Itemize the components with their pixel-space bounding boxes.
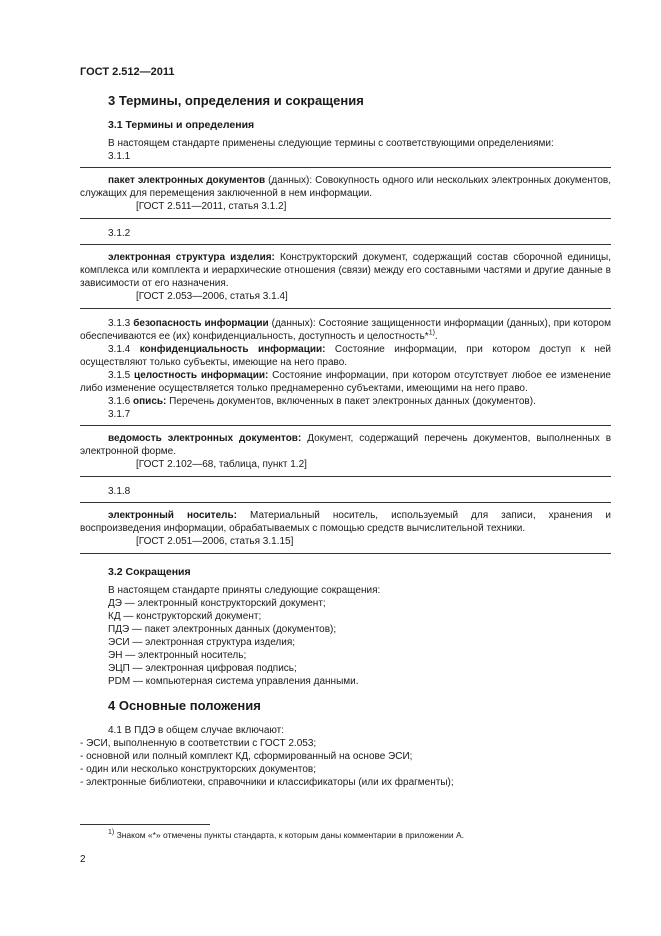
term-3-1-8-number: 3.1.8 — [108, 486, 131, 497]
term-3-1-4-term: конфиденциальность информации: — [139, 344, 326, 355]
term-3-1-8-definition: Материальный носитель, используемый для записи, хранения и воспроизведения информации, обрабатываемых с помощью средств вычислительной техники. — [80, 510, 611, 534]
term-3-1-2-box — [80, 244, 611, 309]
abbreviation-item: ЭН — электронный носитель; — [108, 650, 247, 661]
abbreviation-item: ДЭ — электронный конструкторский документ; — [108, 598, 326, 609]
term-3-1-8-box — [80, 502, 611, 554]
list-item: - электронные библиотеки, справочники и классификаторы (или их фрагменты); — [80, 777, 454, 788]
term-3-1-1-reference: [ГОСТ 2.511—2011, статья 3.1.2] — [136, 201, 287, 212]
subsection-3-1-title: 3.1 Термины и определения — [108, 119, 255, 131]
term-3-1-7-reference: [ГОСТ 2.102—68, таблица, пункт 1.2] — [136, 459, 307, 470]
term-3-1-7-number: 3.1.7 — [108, 409, 131, 420]
term-3-1-8-reference: [ГОСТ 2.051—2006, статья 3.1.15] — [136, 536, 294, 547]
list-item: - ЭСИ, выполненную в соответствии с ГОСТ 2.053; — [80, 738, 317, 749]
main-content — [80, 93, 611, 789]
footnote-mark: 1) — [108, 829, 115, 837]
term-3-1-5 — [80, 369, 611, 395]
term-3-1-6-definition: Перечень документов, включенных в пакет электронных данных (документов). — [166, 396, 536, 407]
list-item: - основной или полный комплект КД, сформированный на основе ЭСИ; — [80, 751, 413, 762]
abbreviation-item: ЭЦП — электронная цифровая подпись; — [108, 663, 297, 674]
terms-intro: В настоящем стандарте применены следующие термины с соответствующими определениями: — [108, 138, 554, 149]
term-3-1-3-end: . — [434, 331, 438, 342]
term-3-1-8-text — [80, 509, 611, 535]
footnote-ref: 1) — [428, 329, 435, 337]
term-3-1-8-term: электронный носитель: — [108, 510, 237, 521]
term-3-1-7-term: ведомость электронных документов: — [108, 433, 302, 444]
subsection-3-2-title: 3.2 Сокращения — [108, 566, 191, 578]
document-header: ГОСТ 2.512—2011 — [80, 66, 175, 78]
page-number: 2 — [80, 854, 86, 865]
abbreviation-item: ЭСИ — электронная структура изделия; — [108, 637, 296, 648]
term-3-1-2-term: электронная структура изделия: — [108, 252, 275, 263]
term-3-1-7-definition: Документ, содержащий перечень документов, выполненных в электронной форме. — [80, 433, 611, 457]
footnote — [108, 829, 464, 842]
paragraph-4-1: 4.1 В ПДЭ в общем случае включают: — [108, 725, 285, 736]
term-3-1-7-text — [80, 432, 611, 458]
term-3-1-6-number: 3.1.6 — [108, 396, 134, 407]
footnote-divider — [80, 824, 210, 825]
term-3-1-4-definition: Состояние информации, при котором доступ к ней осуществляют только субъекты, имеющие на него право. — [80, 344, 611, 368]
term-3-1-3 — [80, 317, 611, 343]
term-3-1-3-number: 3.1.3 — [108, 318, 134, 329]
term-3-1-2-number: 3.1.2 — [108, 228, 131, 239]
term-3-1-3-term: безопасность информации — [133, 318, 269, 329]
abbreviation-item: PDM — компьютерная система управления данными. — [108, 676, 359, 687]
abbreviations-list — [80, 597, 611, 688]
term-3-1-5-definition: Состояние информации, при котором отсутствует любое ее изменение либо изменение осуществляется только преднамеренно субъектами, имеющими на него право. — [80, 370, 611, 394]
list-item: - один или несколько конструкторских документов; — [80, 764, 317, 775]
term-3-1-4-number: 3.1.4 — [108, 344, 140, 355]
footnote-text: Знаком «*» отмечены пункты стандарта, к которым даны комментарии в приложении А. — [114, 830, 464, 840]
term-3-1-5-term: целостность информации: — [134, 370, 269, 381]
term-3-1-2-text — [80, 251, 611, 290]
section-3-title: 3 Термины, определения и сокращения — [108, 93, 364, 108]
term-3-1-6-term: опись: — [133, 396, 167, 407]
term-3-1-2-definition: Конструкторский документ, содержащий состав сборочной единицы, комплекса или комплекта и иерархические отношения (связи) между его составными частями и другие данные в зависимости от его назначения. — [80, 252, 611, 289]
term-3-1-1-text — [80, 174, 611, 200]
section-4-title: 4 Основные положения — [108, 698, 261, 713]
abbreviation-item: КД — конструкторский документ; — [108, 611, 262, 622]
term-3-1-1-definition: (данных): Совокупность одного или нескольких электронных документов, служащих для перемещения заключенной в нем информации. — [80, 175, 611, 199]
section-4-list — [80, 737, 611, 789]
term-3-1-4 — [80, 343, 611, 369]
term-3-1-3-definition: (данных): Состояние защищенности информации (данных), при котором обеспечиваются ее (их) конфиденциальность, доступность и целостность* — [80, 318, 611, 342]
term-3-1-5-number: 3.1.5 — [108, 370, 135, 381]
abbreviations-intro: В настоящем стандарте приняты следующие сокращения: — [108, 585, 381, 596]
term-3-1-1-number: 3.1.1 — [108, 151, 131, 162]
term-3-1-1-box — [80, 167, 611, 219]
term-3-1-6 — [80, 395, 611, 408]
term-3-1-1-term: пакет электронных документов — [108, 175, 266, 186]
term-3-1-7-box — [80, 425, 611, 477]
term-3-1-2-reference: [ГОСТ 2.053—2006, статья 3.1.4] — [136, 291, 288, 302]
abbreviation-item: ПДЭ — пакет электронных данных (документов); — [108, 624, 337, 635]
